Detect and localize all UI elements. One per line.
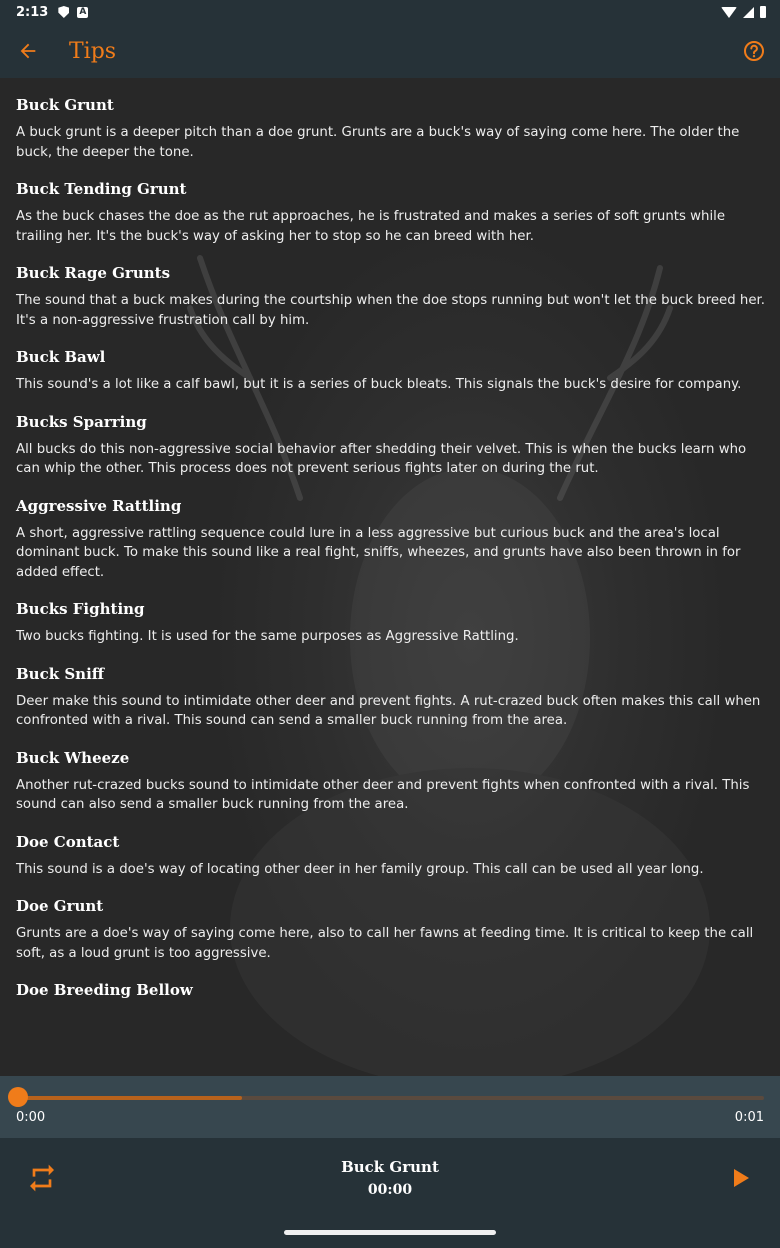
play-icon xyxy=(728,1166,752,1190)
player-controls xyxy=(0,1138,780,1248)
tip-title: Aggressive Rattling xyxy=(16,496,182,515)
tip-body: A short, aggressive rattling sequence could lure in a less aggressive but curious buck and the area's local dominant buck. To make this sound like a real fight, sniffs, wheezes, and grunts have also been thrown in for added effect. xyxy=(16,525,741,580)
list-item[interactable] xyxy=(16,600,766,647)
status-bar xyxy=(0,0,780,24)
list-item[interactable] xyxy=(16,497,766,583)
tip-title: Bucks Fighting xyxy=(16,600,145,618)
shield-icon xyxy=(58,6,69,18)
battery-icon xyxy=(760,6,766,18)
back-button[interactable] xyxy=(14,37,42,65)
now-playing-time: 00:00 xyxy=(367,1182,413,1198)
notification-icon: A xyxy=(77,7,88,18)
list-item[interactable] xyxy=(16,413,766,479)
list-item[interactable] xyxy=(16,264,766,330)
now-playing-title: Buck Grunt xyxy=(341,1158,439,1176)
tip-title: Doe Contact xyxy=(16,832,120,851)
home-indicator[interactable] xyxy=(284,1230,496,1235)
list-item[interactable] xyxy=(16,96,766,162)
list-item[interactable] xyxy=(16,897,766,963)
tip-title: Buck Rage Grunts xyxy=(16,264,171,282)
tip-body: Two bucks fighting. It is used for the same purposes as Aggressive Rattling. xyxy=(16,629,519,644)
tip-title: Buck Wheeze xyxy=(16,748,130,767)
tip-body: A buck grunt is a deeper pitch than a doe grunt. Grunts are a buck's way of saying come here. The older the buck, the deeper the tone. xyxy=(16,125,740,160)
help-circle-icon xyxy=(742,39,766,63)
status-time: 2:13 xyxy=(16,4,49,20)
wifi-icon xyxy=(721,7,737,18)
list-item[interactable] xyxy=(16,665,766,731)
tip-title: Doe Breeding Bellow xyxy=(16,981,193,999)
elapsed-time: 0:00 xyxy=(16,1110,46,1125)
tip-body: Another rut-crazed bucks sound to intimidate other deer and prevent fights when confronted with a rival. This sound can also send a smaller buck running from the area. xyxy=(16,777,750,812)
tip-title: Buck Bawl xyxy=(16,348,106,366)
app-bar xyxy=(0,24,780,78)
list-item[interactable] xyxy=(16,749,766,815)
tip-title: Buck Tending Grunt xyxy=(16,180,187,198)
list-item[interactable] xyxy=(16,348,766,395)
tip-body: Deer make this sound to intimidate other deer and prevent fights. A rut-crazed buck often makes this call when confronted with a rival. This sound can send a smaller buck running from the area. xyxy=(16,693,761,728)
tip-body: The sound that a buck makes during the courtship when the doe stops running but won't let the buck breed her. It's a non-aggressive frustration call by him. xyxy=(16,293,765,328)
arrow-left-icon xyxy=(17,40,39,62)
tip-body: Grunts are a doe's way of saying come here, also to call her fawns at feeding time. It is critical to keep the call soft, as a loud grunt is too aggressive. xyxy=(16,926,754,961)
list-item[interactable] xyxy=(16,180,766,246)
play-button[interactable] xyxy=(728,1166,752,1190)
tip-title: Bucks Sparring xyxy=(16,412,147,431)
seek-thumb[interactable] xyxy=(8,1087,28,1107)
tip-body: All bucks do this non-aggressive social behavior after shedding their velvet. This is when the bucks learn who can whip the other. This process does not prevent serious fights later on during the rut. xyxy=(16,441,747,476)
seek-buffer xyxy=(18,1096,242,1100)
duration-time: 0:01 xyxy=(734,1110,764,1125)
help-button[interactable] xyxy=(740,37,768,65)
list-item[interactable] xyxy=(16,981,766,999)
player-seekbar-panel xyxy=(0,1076,780,1138)
signal-icon xyxy=(743,7,754,18)
tip-body: This sound is a doe's way of locating other deer in her family group. This call can be used all year long. xyxy=(16,861,704,877)
tip-body: This sound's a lot like a calf bawl, but it is a series of buck bleats. This signals the buck's desire for company. xyxy=(16,377,742,392)
tip-title: Buck Sniff xyxy=(16,664,105,683)
tip-body: As the buck chases the doe as the rut approaches, he is frustrated and makes a series of soft grunts while trailing her. It's the buck's way of asking her to stop so he can breed with her. xyxy=(16,209,726,244)
seek-track[interactable] xyxy=(18,1096,764,1100)
tips-list[interactable] xyxy=(0,78,780,1076)
tip-title: Buck Grunt xyxy=(16,96,114,114)
tip-title: Doe Grunt xyxy=(16,897,104,915)
page-title: Tips xyxy=(69,38,117,64)
list-item[interactable] xyxy=(16,833,766,880)
